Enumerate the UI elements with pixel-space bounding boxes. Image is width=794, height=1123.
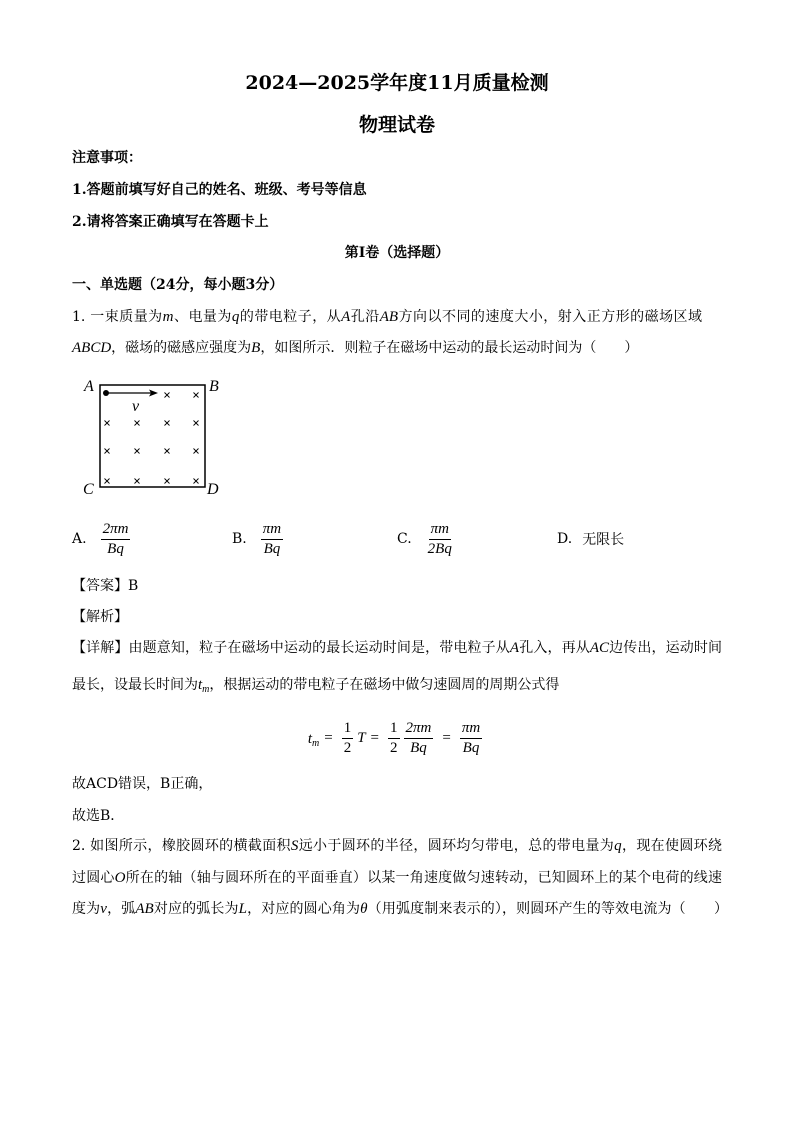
text-run: 过圆心 bbox=[72, 870, 115, 886]
field-cross bbox=[194, 449, 199, 454]
analysis-detail-line bbox=[72, 676, 559, 694]
text-run: 2. 如图所示，橡胶圆环的横截面积 bbox=[72, 838, 291, 854]
option-label: A. bbox=[72, 531, 87, 547]
notice-item: 1.答题前填写好自己的姓名、班级、考号等信息 bbox=[72, 182, 367, 198]
magnetic-field-square-figure bbox=[80, 372, 230, 502]
text-run: 方向以不同的速度大小，射入正方形的磁场区域 bbox=[398, 309, 703, 325]
field-cross bbox=[105, 449, 110, 454]
math-variable: L bbox=[238, 901, 247, 917]
math-variable: A bbox=[341, 309, 351, 325]
option-text: 无限长 bbox=[582, 532, 625, 548]
field-cross bbox=[165, 479, 170, 484]
text-run: ，现在使圆环绕 bbox=[621, 838, 723, 854]
exam-title: 2024—2025学年度11月质量检测 bbox=[245, 72, 549, 94]
field-cross bbox=[165, 421, 170, 426]
corner-label-c: C bbox=[83, 481, 94, 498]
math-variable: AC bbox=[589, 640, 610, 656]
math-variable: m bbox=[162, 309, 174, 325]
math-variable: S bbox=[290, 838, 299, 854]
field-cross bbox=[194, 393, 199, 398]
fraction-denominator: 2 bbox=[390, 739, 398, 756]
fraction-denominator: Bq bbox=[410, 739, 427, 756]
text-run: 孔入，再从 bbox=[519, 640, 590, 656]
fraction-period-formula bbox=[404, 720, 434, 757]
text-run: 远小于圆环的半径，圆环均匀带电，总的带电量为 bbox=[298, 838, 615, 854]
math-variable: t bbox=[307, 731, 312, 747]
math-variable: ABCD bbox=[72, 340, 112, 356]
notice-item: 2.请将答案正确填写在答题卡上 bbox=[72, 214, 269, 230]
fraction-denominator: 2 bbox=[343, 739, 352, 756]
corner-label-a: A bbox=[84, 378, 94, 395]
exam-subtitle: 物理试卷 bbox=[358, 114, 435, 136]
field-cross bbox=[105, 479, 110, 484]
question-2-line bbox=[72, 837, 722, 855]
fraction-numerator: 2πm bbox=[101, 521, 131, 540]
field-cross bbox=[194, 421, 199, 426]
fraction-one-half bbox=[388, 720, 400, 757]
text-run: 的带电粒子，从 bbox=[239, 309, 342, 325]
fraction-numerator: πm bbox=[460, 720, 482, 739]
text-run: 最长，设最长时间为 bbox=[72, 677, 198, 693]
fraction-numerator: πm bbox=[261, 521, 283, 540]
analysis-heading: 【解析】 bbox=[72, 609, 128, 625]
math-subscript: m bbox=[202, 684, 210, 695]
fraction-denominator: Bq bbox=[263, 540, 281, 557]
fraction-one-half bbox=[342, 720, 354, 757]
math-variable: q bbox=[614, 838, 622, 854]
field-cross bbox=[135, 479, 140, 484]
option-fraction bbox=[426, 521, 454, 558]
field-cross bbox=[194, 479, 199, 484]
text-run: 、电量为 bbox=[173, 309, 232, 325]
period-symbol: T bbox=[357, 729, 366, 746]
option-c bbox=[397, 519, 458, 559]
field-cross bbox=[135, 449, 140, 454]
fraction-numerator: 1 bbox=[388, 720, 400, 739]
math-variable: A bbox=[509, 640, 520, 656]
volume-title: 第I卷（选择题） bbox=[344, 245, 450, 261]
velocity-label: v bbox=[132, 398, 140, 415]
option-label: C. bbox=[397, 531, 412, 547]
question-1-line bbox=[72, 339, 638, 357]
text-run: ，磁场的磁感应强度为 bbox=[111, 340, 252, 356]
equals-sign: = bbox=[370, 729, 379, 746]
fraction-denominator: 2Bq bbox=[427, 540, 452, 557]
field-cross bbox=[165, 393, 170, 398]
text-run: ，弧 bbox=[106, 901, 136, 917]
question-1-line bbox=[72, 308, 702, 326]
fraction-result bbox=[460, 720, 482, 757]
equation bbox=[0, 716, 794, 760]
fraction-denominator: Bq bbox=[107, 540, 124, 557]
text-run: 孔沿 bbox=[350, 309, 380, 325]
answer: 【答案】B bbox=[72, 578, 139, 594]
notice-heading: 注意事项： bbox=[72, 150, 142, 166]
option-fraction bbox=[101, 521, 131, 558]
math-variable: q bbox=[231, 309, 240, 325]
text-run: （用弧度制来表示的），则圆环产生的等效电流为（ ） bbox=[367, 901, 729, 917]
corner-label-b: B bbox=[209, 378, 219, 395]
text-run: ，根据运动的带电粒子在磁场中做匀速圆周的周期公式得 bbox=[209, 677, 560, 693]
math-variable: t bbox=[198, 677, 203, 693]
text-run: 边传出，运动时间 bbox=[609, 640, 723, 656]
question-2-line bbox=[72, 869, 722, 887]
option-label: B. bbox=[232, 531, 247, 547]
math-variable: AB bbox=[135, 901, 154, 917]
field-cross bbox=[135, 421, 140, 426]
option-d bbox=[557, 519, 624, 559]
analysis-conclusion: 故ACD错误，B正确， bbox=[72, 776, 213, 792]
fraction-numerator: 2πm bbox=[404, 720, 434, 739]
math-variable: AB bbox=[379, 309, 399, 325]
field-cross bbox=[105, 421, 110, 426]
analysis-final-choice: 故选B． bbox=[72, 808, 125, 824]
math-variable: v bbox=[100, 901, 107, 917]
text-run: 度为 bbox=[72, 901, 101, 917]
option-label: D. bbox=[557, 531, 573, 547]
math-variable: θ bbox=[360, 901, 368, 917]
math-subscript: m bbox=[311, 738, 320, 749]
text-run: ，如图所示．则粒子在磁场中运动的最长运动时间为（ ） bbox=[260, 340, 639, 356]
analysis-detail-line bbox=[72, 639, 722, 657]
text-run: 【详解】由题意知，粒子在磁场中运动的最长运动时间是，带电粒子从 bbox=[72, 640, 510, 656]
fraction-numerator: 1 bbox=[342, 720, 354, 739]
square-boundary bbox=[100, 385, 205, 487]
text-run: ，对应的圆心角为 bbox=[246, 901, 361, 917]
question-2-line bbox=[72, 900, 728, 918]
text-run: 1. 一束质量为 bbox=[72, 309, 163, 325]
equation-lhs bbox=[308, 728, 319, 748]
velocity-arrow bbox=[106, 390, 158, 397]
option-fraction bbox=[261, 521, 283, 558]
fraction-numerator: πm bbox=[429, 521, 451, 540]
math-variable: O bbox=[114, 870, 126, 886]
text-run: 对应的弧长为 bbox=[153, 901, 239, 917]
fraction-denominator: Bq bbox=[462, 739, 480, 756]
field-cross bbox=[165, 449, 170, 454]
option-b bbox=[232, 519, 287, 559]
section-title: 一、单选题（24分，每小题3分） bbox=[72, 277, 284, 293]
math-variable: B bbox=[251, 340, 261, 356]
equals-sign: = bbox=[442, 729, 451, 746]
text-run: 所在的轴（轴与圆环所在的平面垂直）以某一角速度做匀速转动，已知圆环上的某个电荷的线速 bbox=[125, 870, 723, 886]
equals-sign: = bbox=[324, 729, 333, 746]
magnetic-field-crosses bbox=[105, 393, 199, 484]
corner-label-d: D bbox=[207, 481, 219, 498]
option-a bbox=[72, 519, 134, 559]
